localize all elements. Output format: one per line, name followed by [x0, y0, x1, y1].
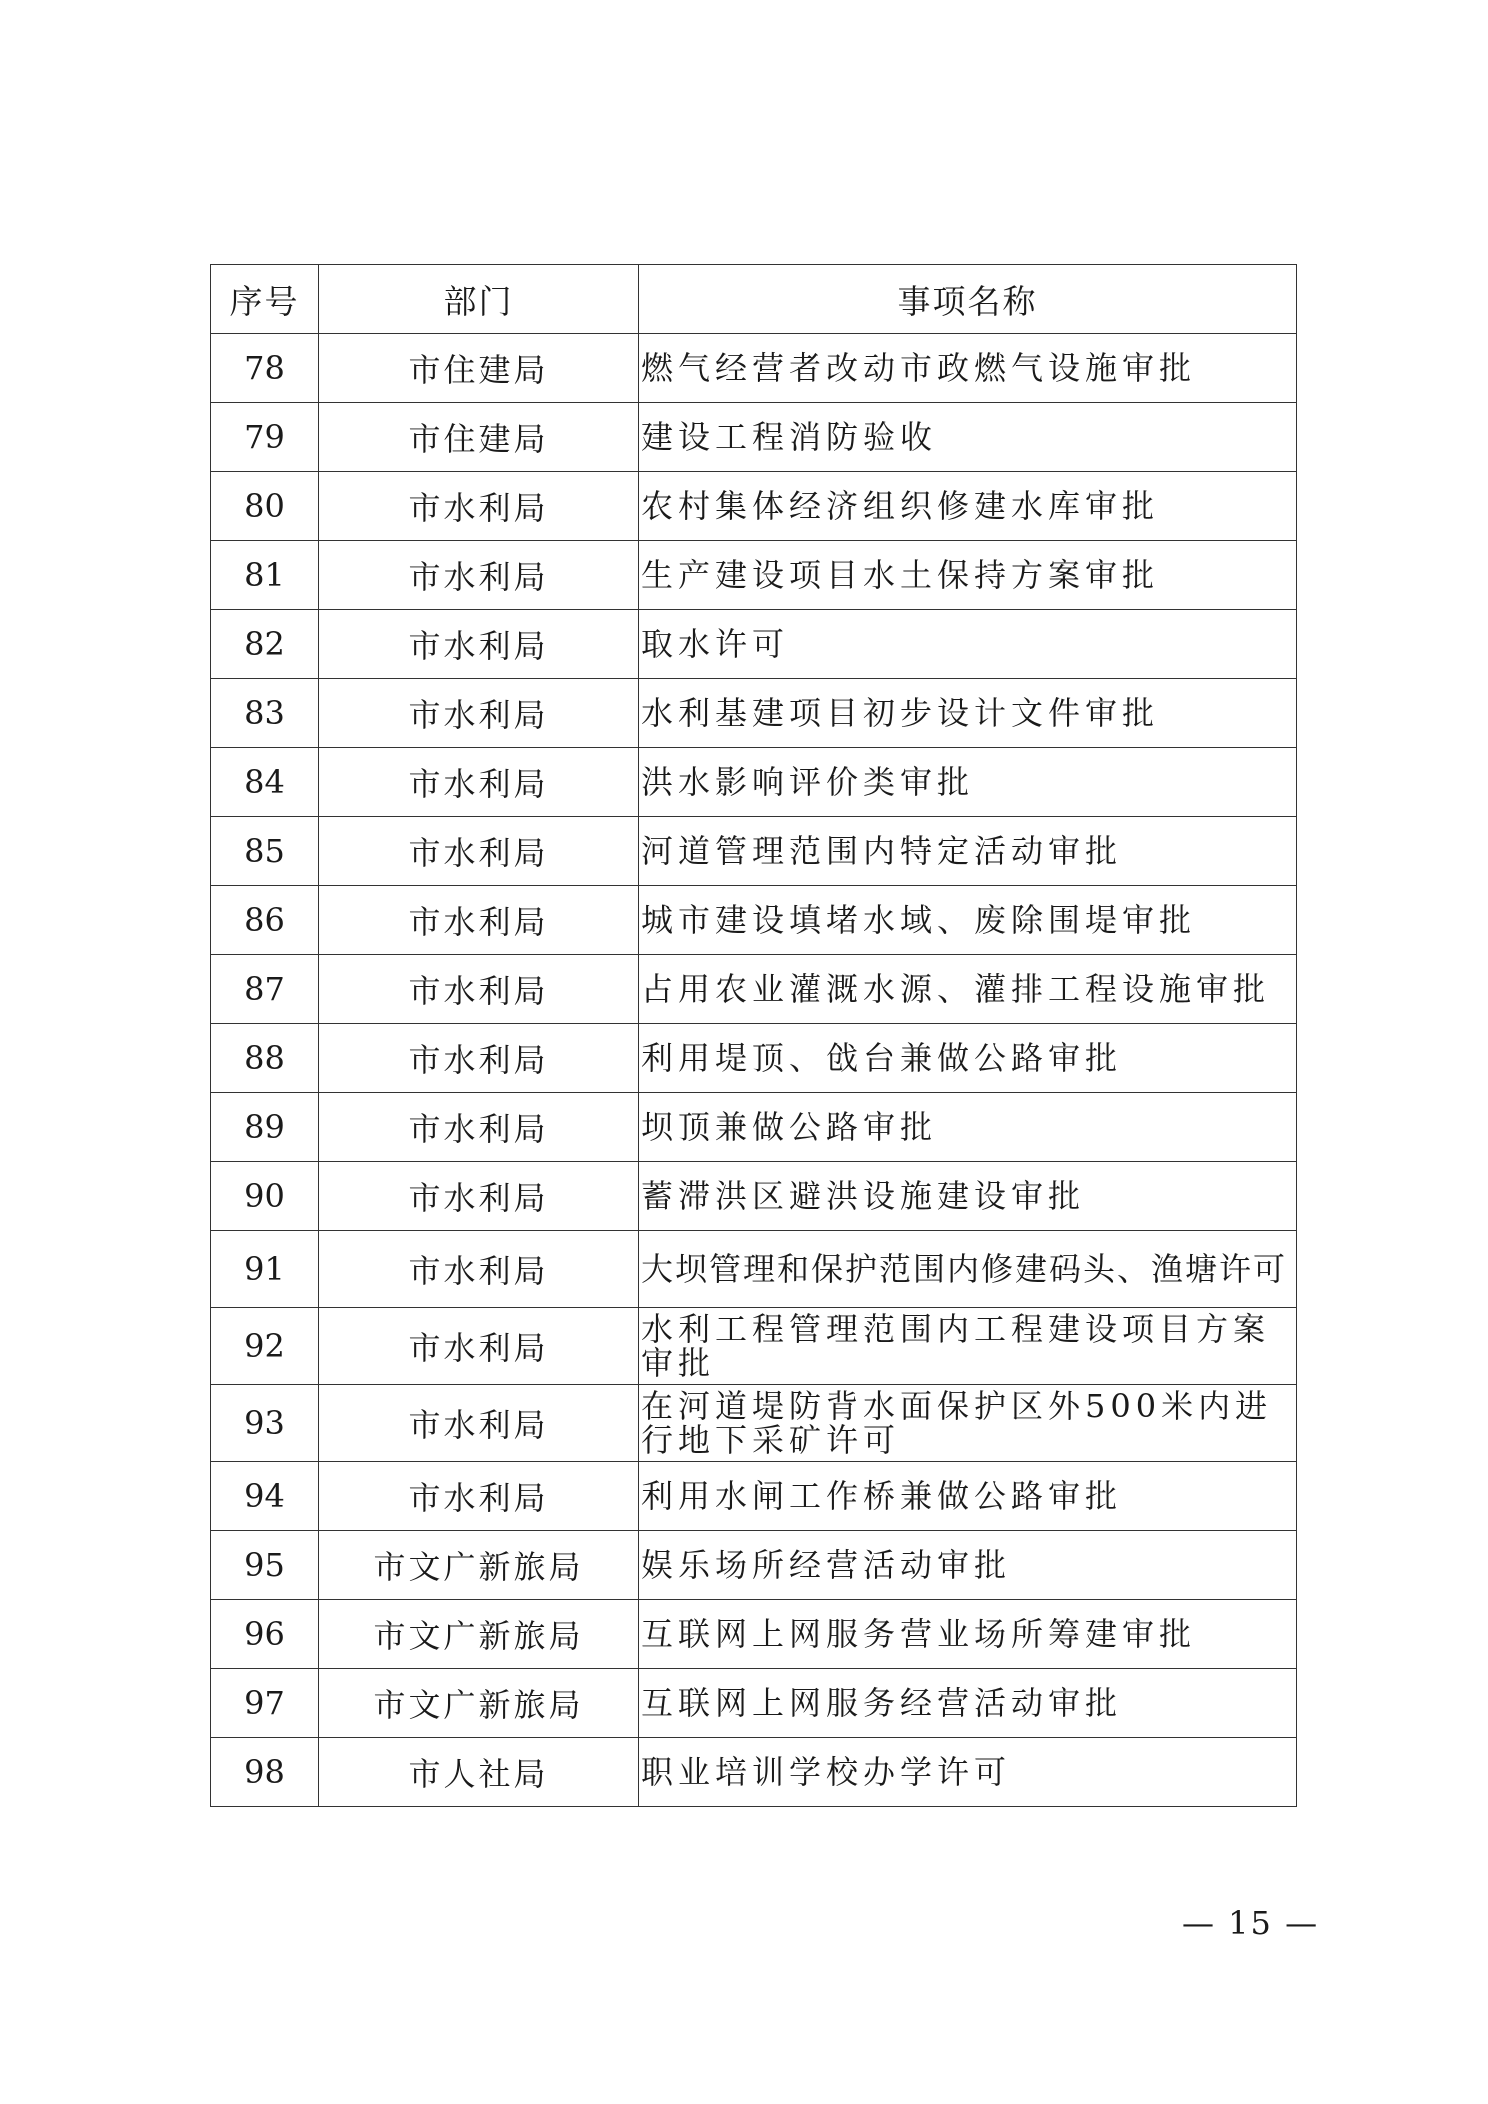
table-row	[211, 1024, 1297, 1093]
row-department: 市水利局	[319, 1093, 639, 1162]
row-department: 市水利局	[319, 541, 639, 610]
table-row	[211, 679, 1297, 748]
table-row	[211, 1531, 1297, 1600]
row-department: 市水利局	[319, 610, 639, 679]
table-row	[211, 1308, 1297, 1385]
row-item: 利用水闸工作桥兼做公路审批	[639, 1462, 1297, 1531]
row-department: 市人社局	[319, 1738, 639, 1807]
row-item: 职业培训学校办学许可	[639, 1738, 1297, 1807]
table-row	[211, 1231, 1297, 1308]
table-row	[211, 472, 1297, 541]
row-index: 82	[211, 610, 319, 679]
row-item: 占用农业灌溉水源、灌排工程设施审批	[639, 955, 1297, 1024]
row-department: 市水利局	[319, 1462, 639, 1531]
table-row	[211, 1738, 1297, 1807]
table-row	[211, 541, 1297, 610]
table-row	[211, 748, 1297, 817]
row-index: 91	[211, 1231, 319, 1308]
row-item: 取水许可	[639, 610, 1297, 679]
table-row	[211, 334, 1297, 403]
row-department: 市水利局	[319, 1385, 639, 1462]
row-department: 市水利局	[319, 1162, 639, 1231]
row-index: 96	[211, 1600, 319, 1669]
row-department: 市水利局	[319, 472, 639, 541]
row-item: 水利工程管理范围内工程建设项目方案审批	[639, 1308, 1297, 1385]
row-department: 市文广新旅局	[319, 1531, 639, 1600]
row-index: 92	[211, 1308, 319, 1385]
table-row	[211, 1093, 1297, 1162]
row-index: 84	[211, 748, 319, 817]
row-index: 90	[211, 1162, 319, 1231]
row-index: 97	[211, 1669, 319, 1738]
row-item: 娱乐场所经营活动审批	[639, 1531, 1297, 1600]
header-index: 序号	[211, 265, 319, 334]
table-row	[211, 1600, 1297, 1669]
row-department: 市水利局	[319, 817, 639, 886]
row-index: 88	[211, 1024, 319, 1093]
row-department: 市水利局	[319, 748, 639, 817]
row-index: 85	[211, 817, 319, 886]
table-row	[211, 1462, 1297, 1531]
row-item: 在河道堤防背水面保护区外500米内进行地下采矿许可	[639, 1385, 1297, 1462]
row-item: 互联网上网服务营业场所筹建审批	[639, 1600, 1297, 1669]
header-department: 部门	[319, 265, 639, 334]
table-row	[211, 403, 1297, 472]
table-row	[211, 1162, 1297, 1231]
approval-items-table	[210, 264, 1297, 1807]
row-index: 83	[211, 679, 319, 748]
row-index: 98	[211, 1738, 319, 1807]
row-index: 80	[211, 472, 319, 541]
table-row	[211, 610, 1297, 679]
row-item: 建设工程消防验收	[639, 403, 1297, 472]
row-item: 利用堤顶、戗台兼做公路审批	[639, 1024, 1297, 1093]
row-item: 大坝管理和保护范围内修建码头、渔塘许可	[639, 1231, 1297, 1308]
row-index: 93	[211, 1385, 319, 1462]
row-department: 市水利局	[319, 955, 639, 1024]
row-department: 市文广新旅局	[319, 1600, 639, 1669]
header-item: 事项名称	[639, 265, 1297, 334]
row-item: 坝顶兼做公路审批	[639, 1093, 1297, 1162]
row-item: 蓄滞洪区避洪设施建设审批	[639, 1162, 1297, 1231]
row-department: 市水利局	[319, 886, 639, 955]
table-header-row	[211, 265, 1297, 334]
row-department: 市水利局	[319, 1308, 639, 1385]
row-department: 市水利局	[319, 679, 639, 748]
row-index: 95	[211, 1531, 319, 1600]
row-item: 城市建设填堵水域、废除围堤审批	[639, 886, 1297, 955]
row-department: 市文广新旅局	[319, 1669, 639, 1738]
approval-items-table-container	[210, 264, 1296, 1807]
table-row	[211, 1669, 1297, 1738]
table-row	[211, 817, 1297, 886]
row-department: 市水利局	[319, 1231, 639, 1308]
row-department: 市水利局	[319, 1024, 639, 1093]
row-department: 市住建局	[319, 403, 639, 472]
row-item: 互联网上网服务经营活动审批	[639, 1669, 1297, 1738]
row-item: 水利基建项目初步设计文件审批	[639, 679, 1297, 748]
row-index: 81	[211, 541, 319, 610]
page-number: — 15 —	[1182, 1904, 1320, 1942]
table-row	[211, 955, 1297, 1024]
row-index: 78	[211, 334, 319, 403]
row-department: 市住建局	[319, 334, 639, 403]
row-index: 94	[211, 1462, 319, 1531]
row-item: 洪水影响评价类审批	[639, 748, 1297, 817]
row-item: 农村集体经济组织修建水库审批	[639, 472, 1297, 541]
row-index: 86	[211, 886, 319, 955]
row-item: 河道管理范围内特定活动审批	[639, 817, 1297, 886]
table-row	[211, 886, 1297, 955]
row-index: 89	[211, 1093, 319, 1162]
row-index: 87	[211, 955, 319, 1024]
table-row	[211, 1385, 1297, 1462]
row-item: 生产建设项目水土保持方案审批	[639, 541, 1297, 610]
row-item: 燃气经营者改动市政燃气设施审批	[639, 334, 1297, 403]
row-index: 79	[211, 403, 319, 472]
